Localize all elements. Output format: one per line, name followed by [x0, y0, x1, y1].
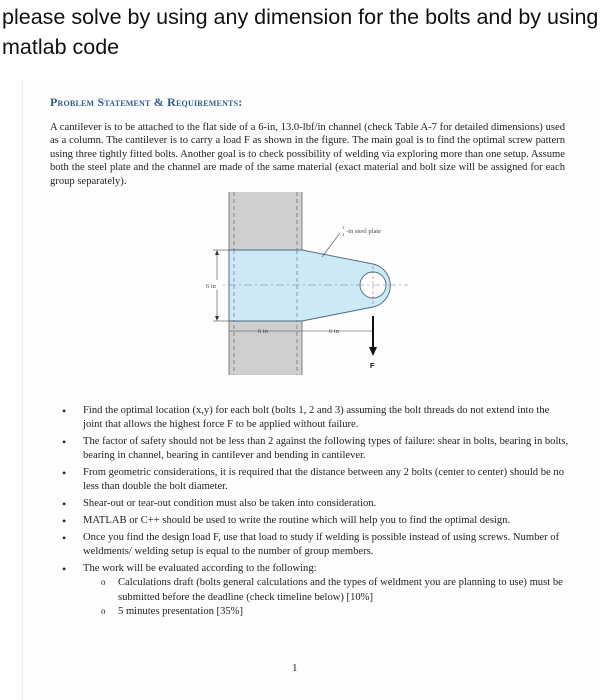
list-item-text: The work will be evaluated according to the following: — [83, 562, 317, 574]
question-text: please solve by using any dimension for the bolts and by using matlab code — [2, 5, 599, 59]
list-item: • From geometric considerations, it is required that the distance between any 2 bolts (center to center) should be no less than double the bolt diameter. — [60, 466, 570, 495]
evaluation-sublist — [83, 576, 570, 619]
list-item: • Shear-out or tear-out condition must also be taken into consideration. — [60, 497, 570, 511]
plate-fraction-num: 1 — [342, 225, 345, 230]
problem-paragraph: A cantilever is to be attached to the flat side of a 6-in, 13.0-lbf/in channel (check Table A-7 for detailed dimensions) used as a column. The cantilever is to carry a load F as shown in the figure. The main goal is to find the optimal screw pattern using three tightly fitted bolts. Another goal is to check possibility of welding via exploring more than one setup. Assume both the steel plate and the channel are made of the same material (exact material and bolt size will be assigned for each group separately). — [50, 122, 565, 187]
list-item: • Find the optimal location (x,y) for each bolt (bolts 1, 2 and 3) assuming the bolt threads do not extend into the joint that allows the highest force F to be applied without failure. — [60, 404, 570, 433]
requirements-list — [60, 404, 570, 622]
sub-list-item: o 5 minutes presentation [35%] — [83, 605, 570, 619]
force-label: F — [370, 363, 375, 370]
plate-fraction-den: 2 — [342, 232, 345, 237]
list-item: • The factor of safety should not be less than 2 against the following types of failure: shear in bolts, bearing in bolts, bearing in channel, bearing in cantilever and bending in cantilever. — [60, 435, 570, 464]
sub-list-item: o Calculations draft (bolts general calculations and the types of weldment you are planning to use) must be submitted before the deadline (check timeline below) [10%] — [83, 576, 570, 605]
plate-label: -in steel plate — [346, 228, 382, 235]
list-item: • Once you find the design load F, use that load to study if welding is possible instead of using screws. Number of weldments/ welding setup is equal to the number of group members. — [60, 531, 570, 560]
dim-height-label: 6 in — [206, 283, 216, 290]
section-heading: Problem Statement & Requirements: — [50, 95, 243, 109]
dim-width-right-label: 6 in — [329, 328, 339, 335]
list-item — [60, 562, 570, 619]
dim-width-left-label: 6 in — [258, 328, 268, 335]
cantilever-figure — [180, 185, 420, 375]
page-number: 1 — [292, 662, 298, 674]
list-item: • MATLAB or C++ should be used to write the routine which will help you to find the optimal design. — [60, 514, 570, 528]
